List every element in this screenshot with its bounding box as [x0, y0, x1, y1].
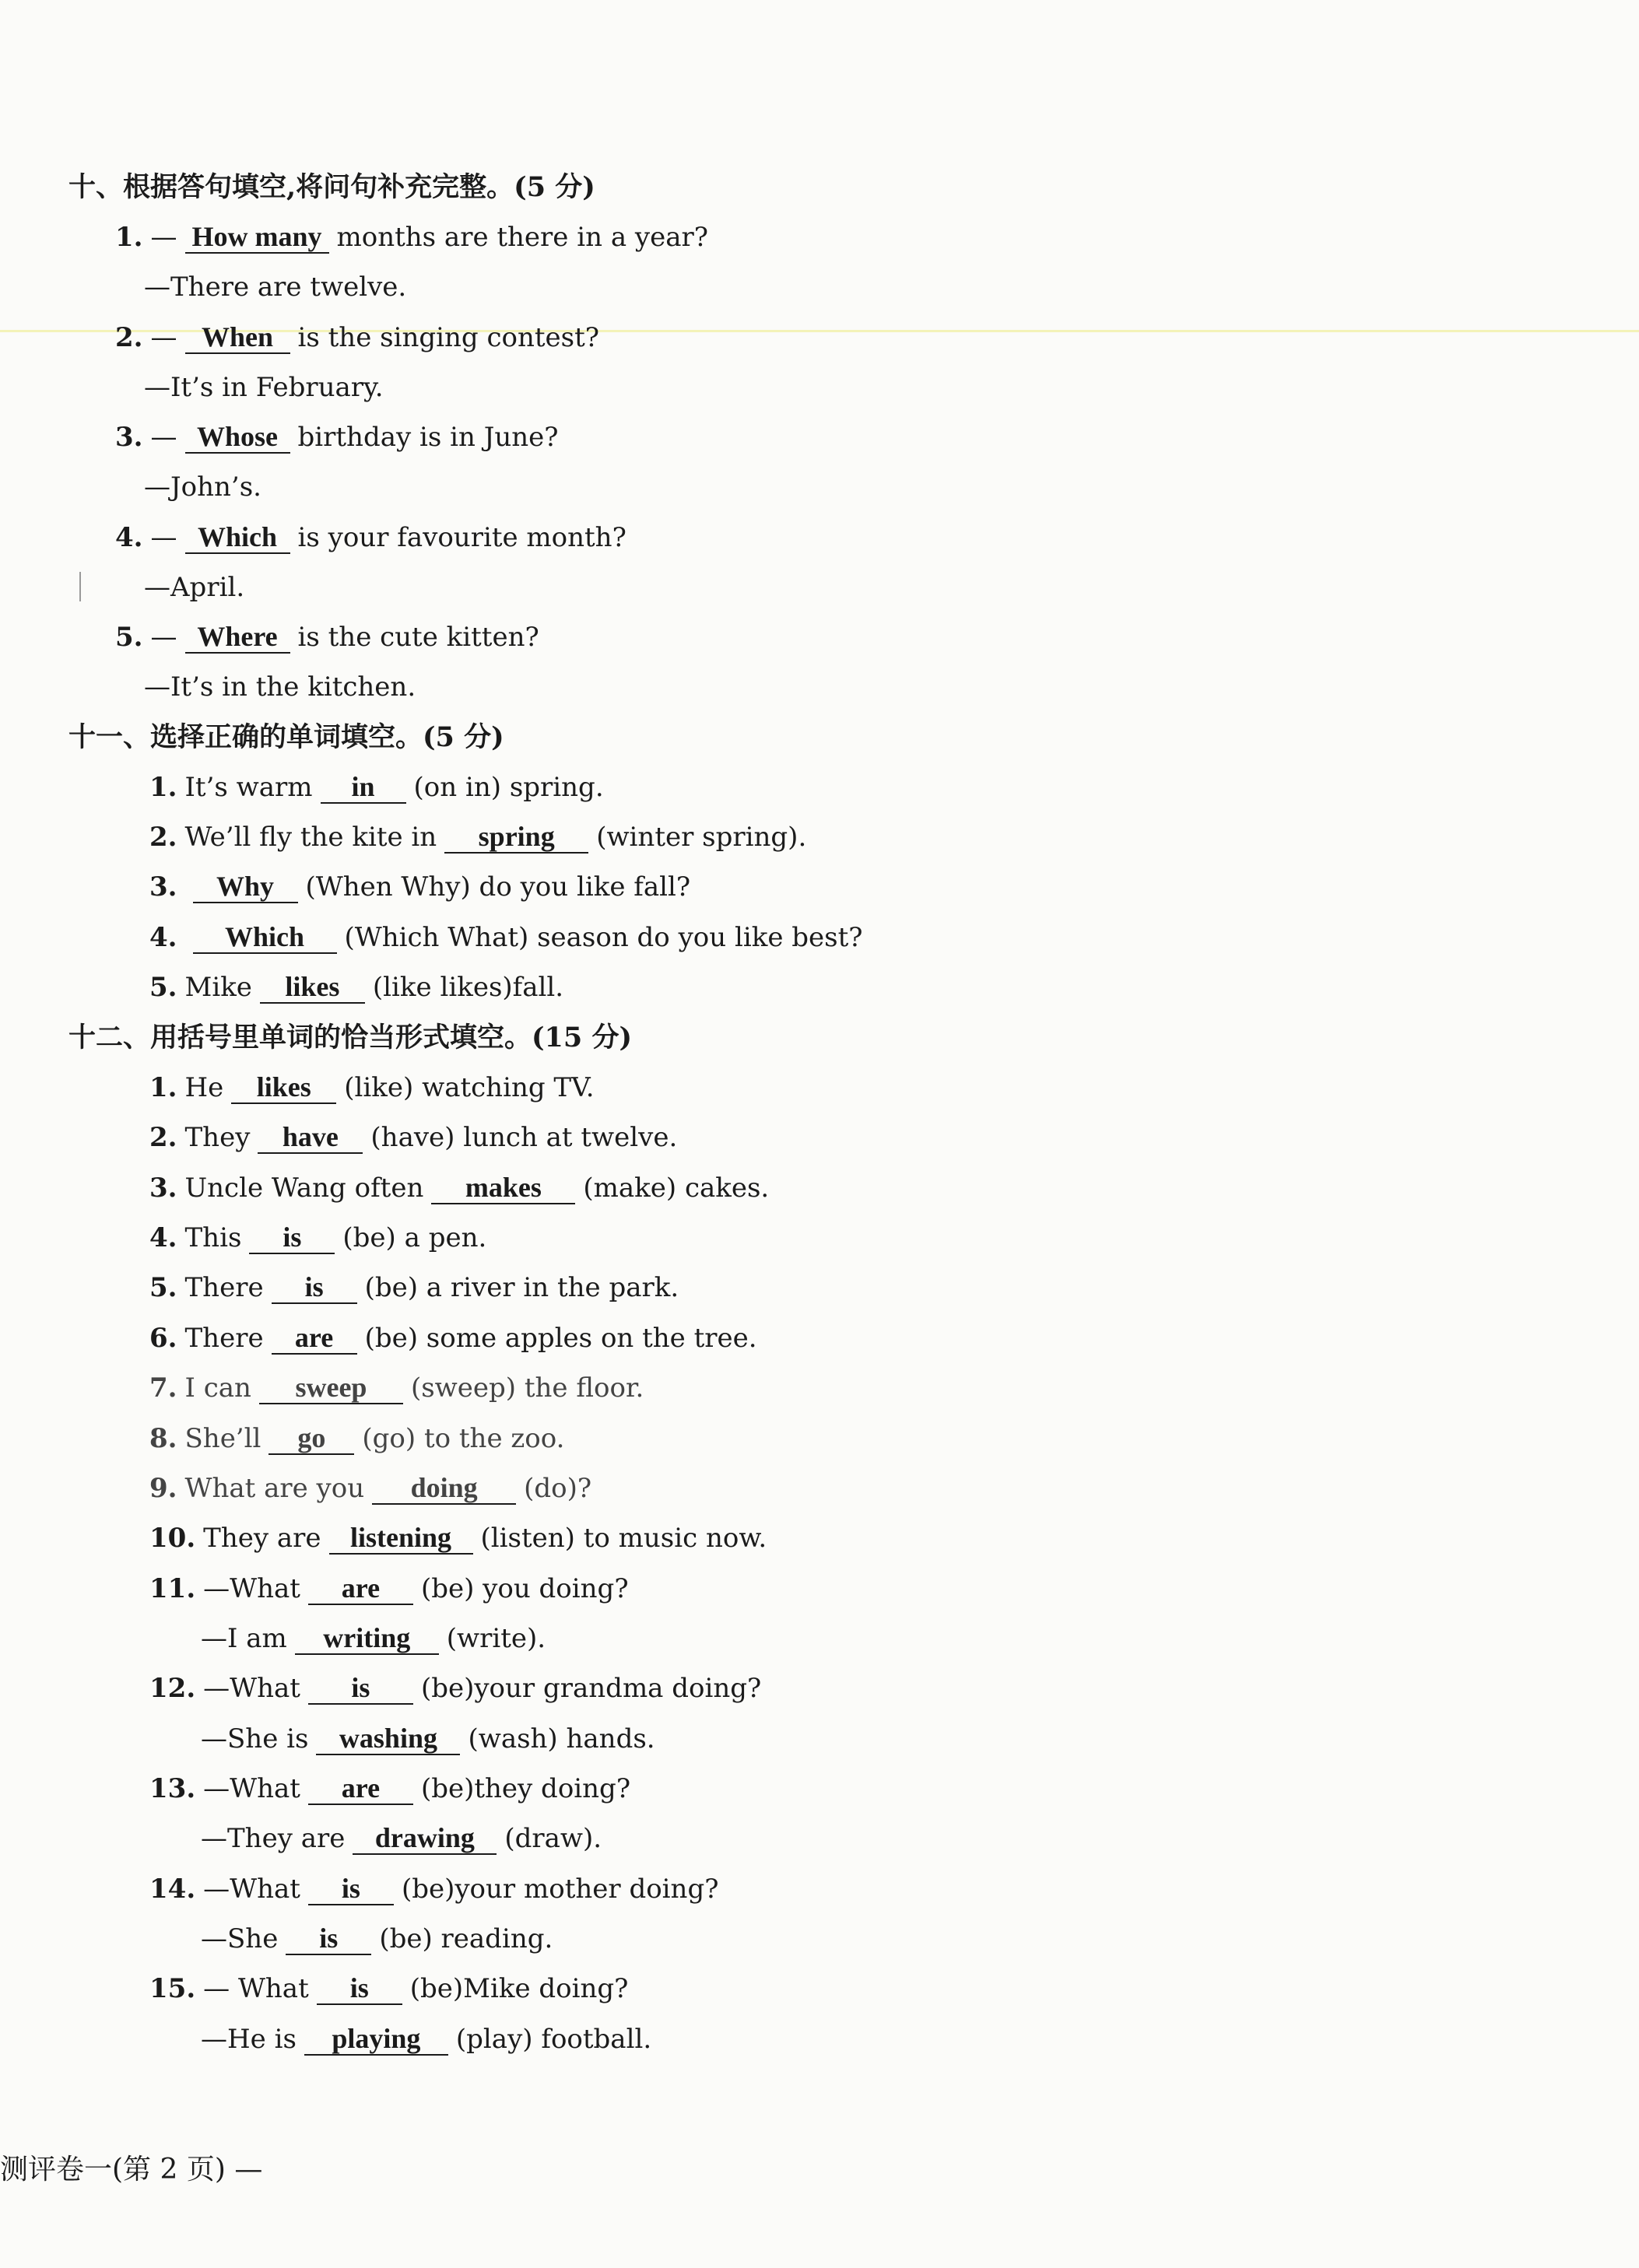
section-10-title: 十、根据答句填空,将问句补充完整。(5 分)	[68, 171, 595, 203]
s12-q2	[149, 1120, 677, 1155]
question-number: 2.	[115, 322, 143, 353]
s11-q4	[149, 920, 862, 955]
question-text: They	[184, 1122, 251, 1153]
s12-q14	[149, 1871, 718, 1907]
question-text: (do)?	[524, 1473, 592, 1504]
reply-text: —She	[201, 1923, 279, 1954]
question-text: (be)your grandma doing?	[420, 1673, 762, 1704]
answer-blank[interactable]: is	[308, 1672, 413, 1705]
answer-blank[interactable]: makes	[431, 1172, 575, 1204]
answer-blank[interactable]: doing	[372, 1472, 516, 1505]
question-text: He	[184, 1072, 224, 1103]
question-number: 2.	[149, 1122, 177, 1153]
question-text: Mike	[184, 972, 252, 1003]
answer-blank[interactable]: is	[272, 1271, 357, 1304]
s12-q15-reply	[201, 2021, 651, 2057]
question-number: 11.	[149, 1573, 196, 1604]
answer-blank[interactable]: playing	[304, 2023, 448, 2056]
question-number: 14.	[149, 1874, 196, 1905]
s12-q10	[149, 1520, 767, 1556]
question-text: is your favourite month?	[297, 522, 626, 553]
question-text: (sweep) the floor.	[410, 1372, 644, 1404]
question-number: 4.	[149, 1222, 177, 1253]
s11-q5	[149, 969, 563, 1005]
s12-q3	[149, 1170, 769, 1206]
s12-q6	[149, 1320, 757, 1356]
s10-q4-reply: —April.	[144, 572, 245, 603]
s12-q13	[149, 1771, 630, 1807]
question-text: She’ll	[184, 1423, 261, 1454]
s12-q12-reply	[201, 1721, 655, 1757]
answer-blank[interactable]: listening	[329, 1522, 473, 1555]
s11-q1	[149, 769, 604, 805]
question-text: —What	[203, 1673, 300, 1704]
question-number: 4.	[149, 922, 177, 953]
question-text: months are there in a year?	[336, 222, 708, 253]
answer-blank[interactable]: When	[185, 321, 290, 354]
answer-blank[interactable]: drawing	[353, 1822, 497, 1855]
question-text: (be)your mother doing?	[401, 1874, 719, 1905]
question-text: —What	[203, 1773, 300, 1804]
s12-q11	[149, 1571, 629, 1607]
s12-q8	[149, 1421, 564, 1456]
question-text: There	[184, 1323, 264, 1354]
answer-blank[interactable]: Whose	[185, 421, 290, 454]
reply-text: —I am	[201, 1623, 287, 1654]
question-text: They are	[203, 1523, 321, 1554]
question-number: 15.	[149, 1973, 196, 2004]
s10-q1	[115, 219, 708, 255]
question-text: (go) to the zoo.	[362, 1423, 565, 1454]
question-text: I can	[184, 1372, 251, 1404]
s12-q7	[149, 1370, 644, 1406]
s12-q1	[149, 1070, 595, 1106]
reply-text: (draw).	[504, 1823, 602, 1854]
question-text: (have) lunch at twelve.	[370, 1122, 678, 1153]
answer-blank[interactable]: are	[272, 1322, 357, 1355]
question-number: 5.	[149, 972, 177, 1003]
question-text: (be) you doing?	[420, 1573, 629, 1604]
question-text: — What	[203, 1973, 309, 2004]
reply-text: —They are	[201, 1823, 346, 1854]
question-number: 1.	[115, 222, 143, 253]
options-text: (on in) spring.	[413, 772, 604, 803]
s10-q4	[115, 520, 626, 556]
s12-q15	[149, 1971, 628, 2007]
answer-blank[interactable]: likes	[260, 971, 365, 1004]
answer-blank[interactable]: likes	[231, 1071, 336, 1104]
dash: —	[150, 522, 177, 553]
question-text: There	[184, 1272, 264, 1303]
question-text: (be)Mike doing?	[409, 1973, 629, 2004]
question-text: —What	[203, 1874, 300, 1905]
options-text: (like likes)fall.	[372, 972, 564, 1003]
dash: —	[150, 222, 177, 253]
answer-blank[interactable]: is	[249, 1222, 335, 1254]
answer-blank[interactable]: Where	[185, 621, 290, 654]
question-text: (listen) to music now.	[480, 1523, 767, 1554]
question-number: 9.	[149, 1473, 177, 1504]
question-text: This	[184, 1222, 242, 1253]
section-11-title: 十一、选择正确的单词填空。(5 分)	[68, 721, 504, 753]
question-number: 4.	[115, 522, 143, 553]
answer-blank[interactable]: go	[268, 1422, 354, 1455]
dash: —	[150, 622, 177, 653]
s10-q5-reply: —It’s in the kitchen.	[144, 671, 416, 703]
s12-q12	[149, 1670, 761, 1706]
s12-q13-reply	[201, 1821, 602, 1856]
answer-blank[interactable]: Which	[185, 521, 290, 554]
s12-q5	[149, 1270, 679, 1306]
question-number: 7.	[149, 1372, 177, 1404]
s10-q2	[115, 320, 599, 356]
dash: —	[150, 422, 177, 453]
answer-blank[interactable]: Why	[193, 871, 298, 903]
question-number: 3.	[149, 871, 177, 903]
question-number: 10.	[149, 1523, 196, 1554]
question-text: (like) watching TV.	[344, 1072, 595, 1103]
question-number: 13.	[149, 1773, 196, 1804]
answer-blank[interactable]: writing	[295, 1622, 439, 1655]
s11-q3	[149, 869, 690, 905]
answer-blank[interactable]: sweep	[259, 1372, 403, 1404]
page-footer: 测评卷一(第 2 页) —	[0, 2154, 263, 2186]
answer-blank[interactable]: spring	[444, 821, 588, 854]
question-text: What are you	[184, 1473, 365, 1504]
answer-blank[interactable]: Which	[193, 921, 337, 954]
question-text: Uncle Wang often	[184, 1173, 424, 1204]
question-text: (be) some apples on the tree.	[364, 1323, 757, 1354]
margin-mark	[79, 572, 81, 601]
question-number: 6.	[149, 1323, 177, 1354]
question-text: We’ll fly the kite in	[184, 822, 437, 853]
question-text: birthday is in June?	[297, 422, 559, 453]
question-text: —What	[203, 1573, 300, 1604]
s12-q14-reply	[201, 1921, 553, 1957]
s12-q4	[149, 1220, 486, 1256]
answer-blank[interactable]: is	[286, 1923, 371, 1955]
s12-q11-reply	[201, 1621, 546, 1656]
s10-q5	[115, 619, 539, 655]
dash: —	[150, 322, 177, 353]
question-number: 2.	[149, 822, 177, 853]
answer-blank[interactable]: are	[308, 1572, 413, 1605]
reply-text: (be) reading.	[379, 1923, 553, 1954]
reply-text: (write).	[446, 1623, 546, 1654]
question-text: (be) a river in the park.	[364, 1272, 679, 1303]
question-number: 5.	[149, 1272, 177, 1303]
question-number: 12.	[149, 1673, 196, 1704]
question-text: (be)they doing?	[420, 1773, 631, 1804]
question-text: is the cute kitten?	[297, 622, 539, 653]
s10-q2-reply: —It’s in February.	[144, 372, 384, 403]
answer-blank[interactable]: have	[258, 1121, 363, 1154]
question-text: is the singing contest?	[297, 322, 599, 353]
reply-text: —He is	[201, 2024, 297, 2055]
answer-blank[interactable]: in	[321, 771, 406, 804]
options-text: (Which What) season do you like best?	[344, 922, 863, 953]
question-text: (be) a pen.	[342, 1222, 487, 1253]
answer-blank[interactable]: are	[308, 1772, 413, 1805]
question-number: 3.	[149, 1173, 177, 1204]
options-text: (winter spring).	[596, 822, 807, 853]
answer-blank[interactable]: is	[308, 1873, 394, 1905]
question-number: 8.	[149, 1423, 177, 1454]
s10-q3-reply: —John’s.	[144, 471, 261, 503]
section-12-title: 十二、用括号里单词的恰当形式填空。(15 分)	[68, 1022, 633, 1053]
reply-text: (wash) hands.	[468, 1723, 655, 1754]
question-number: 1.	[149, 772, 177, 803]
reply-text: —She is	[201, 1723, 309, 1754]
answer-blank[interactable]: How many	[185, 221, 329, 254]
question-number: 1.	[149, 1072, 177, 1103]
answer-blank[interactable]: is	[317, 1972, 402, 2005]
s10-q3	[115, 419, 559, 455]
answer-blank[interactable]: washing	[316, 1723, 460, 1755]
question-number: 5.	[115, 622, 143, 653]
s11-q2	[149, 819, 806, 855]
question-text: It’s warm	[184, 772, 313, 803]
reply-text: (play) football.	[455, 2024, 652, 2055]
question-text: (make) cakes.	[583, 1173, 770, 1204]
s10-q1-reply: —There are twelve.	[144, 272, 407, 303]
s12-q9	[149, 1471, 591, 1506]
options-text: (When Why) do you like fall?	[305, 871, 691, 903]
question-number: 3.	[115, 422, 143, 453]
